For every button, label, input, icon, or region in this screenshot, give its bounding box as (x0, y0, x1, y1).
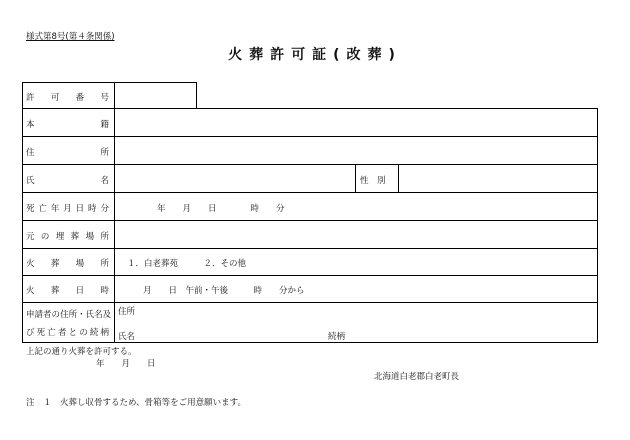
row-line (22, 136, 598, 137)
col-line (597, 108, 598, 343)
issuing-authority: 北海道白老郡白老町長 (374, 372, 460, 382)
cremation-datetime-template: 月 日 午前・午後 時 分から (143, 286, 305, 296)
row-line (22, 342, 598, 343)
label-domicile: 本 籍 (26, 120, 109, 130)
applicant-address-label: 住所 (118, 307, 136, 317)
col-line (355, 164, 356, 193)
row-line (22, 275, 598, 276)
col-line (398, 164, 399, 193)
row-line (22, 248, 598, 249)
row-line (22, 220, 598, 221)
row-line (22, 164, 598, 165)
note: 注 １ 火葬し収骨するため、骨箱等をご用意願います。 (26, 398, 246, 408)
row-line (22, 108, 598, 109)
label-applicant-line2: び 死 亡 者 と の 続 柄 (26, 328, 109, 338)
label-original-burial-place: 元 の 埋 葬 場 所 (26, 232, 109, 242)
sex-label: 性 別 (360, 176, 386, 186)
label-address: 住 所 (26, 148, 109, 158)
issue-date: 年 月 日 (96, 359, 156, 369)
form-number: 様式第8号(第４条関係) (26, 32, 115, 42)
col-line (22, 82, 23, 343)
label-death-datetime: 死 亡 年 月 日 時 分 (26, 204, 109, 214)
label-applicant-line1: 申 請 者 の 住 所 ・ 氏 名 及 (26, 310, 112, 320)
row-line (22, 302, 598, 303)
applicant-name-label: 氏名 (118, 332, 136, 342)
cremation-place-options: １．白老葬苑 ２．その他 (127, 259, 247, 269)
applicant-relation-label: 続柄 (328, 332, 346, 342)
label-cremation-datetime: 火 葬 日 時 (26, 286, 109, 296)
label-cremation-place: 火 葬 場 所 (26, 259, 109, 269)
permit-statement: 上記の通り火葬を許可する。 (26, 347, 137, 357)
row-line (22, 192, 598, 193)
col-line (196, 82, 197, 109)
row-line (22, 82, 196, 83)
label-name: 氏 名 (26, 176, 109, 186)
label-permit-number: 許 可 番 号 (26, 93, 109, 103)
death-datetime-template: 年 月 日 時 分 (157, 204, 285, 214)
col-line (114, 82, 115, 343)
page-title: 火葬許可証(改葬) (228, 47, 402, 63)
